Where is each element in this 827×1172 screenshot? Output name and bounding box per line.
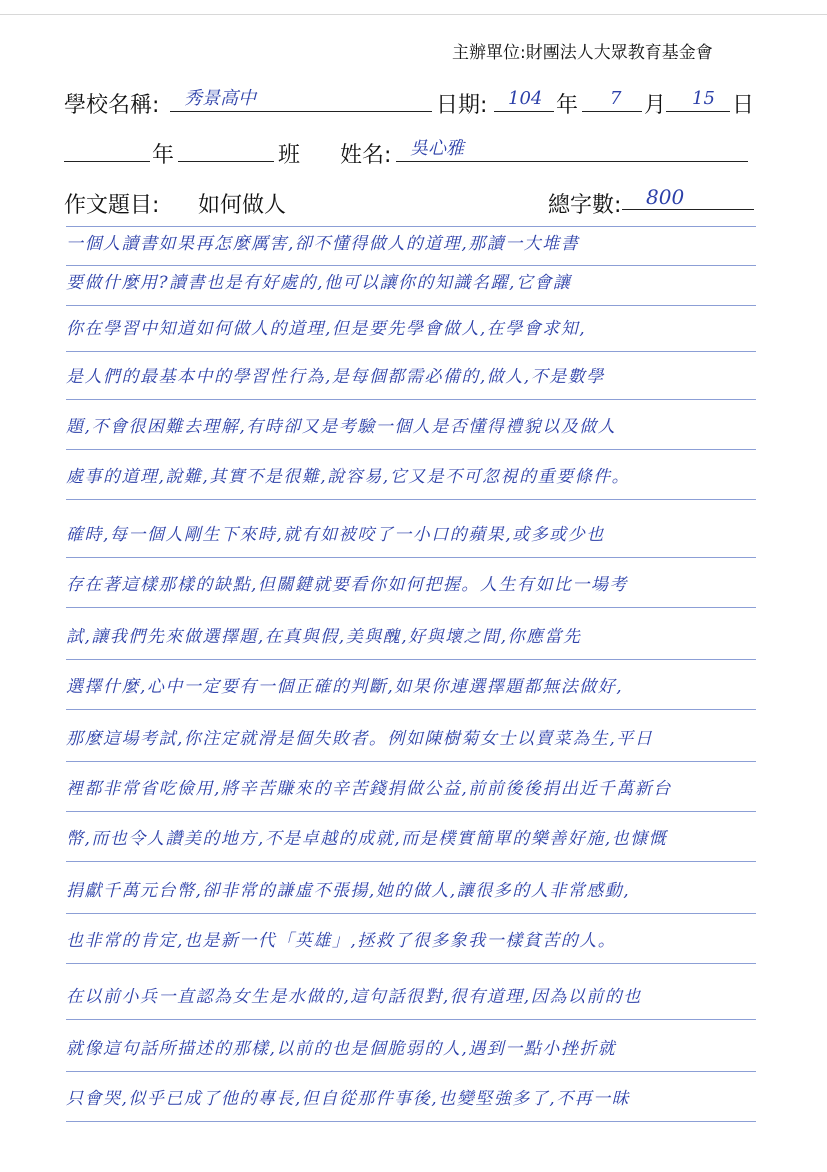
date-day-field[interactable]: 15 bbox=[666, 86, 730, 112]
essay-line: 要做什麼用?讀書也是有好處的,他可以讓你的知識名躍,它會讓 bbox=[66, 266, 756, 306]
wordcount-label: 總字數: bbox=[548, 193, 622, 218]
essay-line: 只會哭,似乎已成了他的專長,但自從那件事後,也變堅強多了,不再一昧 bbox=[66, 1082, 756, 1122]
essay-line: 那麼這場考試,你注定就滑是個失敗者。例如陳樹菊女士以賣菜為生,平日 bbox=[66, 722, 756, 762]
grade-field[interactable] bbox=[64, 136, 150, 162]
date-year-field[interactable]: 104 bbox=[494, 86, 554, 112]
essay-line: 題,不會很困難去理解,有時卻又是考驗一個人是否懂得禮貌以及做人 bbox=[66, 410, 756, 450]
wordcount-field[interactable]: 800 bbox=[622, 184, 754, 210]
essay-line: 也非常的肯定,也是新一代「英雄」,拯救了很多象我一樣貧苦的人。 bbox=[66, 924, 756, 964]
essay-line: 試,讓我們先來做選擇題,在真與假,美與醜,好與壞之間,你應當先 bbox=[66, 620, 756, 660]
essay-line: 選擇什麼,心中一定要有一個正確的判斷,如果你連選擇題都無法做好, bbox=[66, 670, 756, 710]
page-bottom-margin bbox=[0, 1150, 827, 1172]
topic-label: 作文題目: bbox=[64, 193, 160, 218]
month-label: 月 bbox=[644, 93, 667, 118]
essay-line: 裡都非常省吃儉用,將辛苦賺來的辛苦錢捐做公益,前前後後捐出近千萬新台 bbox=[66, 772, 756, 812]
grade-label: 年 bbox=[152, 143, 175, 168]
name-label: 姓名: bbox=[340, 143, 392, 168]
class-field[interactable] bbox=[178, 136, 274, 162]
topic-value: 如何做人 bbox=[198, 193, 287, 218]
date-month-field[interactable]: 7 bbox=[582, 86, 642, 112]
essay-line: 一個人讀書如果再怎麼厲害,卻不懂得做人的道理,那讀一大堆書 bbox=[66, 226, 756, 266]
essay-line: 幣,而也令人讚美的地方,不是卓越的成就,而是樸實簡單的樂善好施,也慷慨 bbox=[66, 822, 756, 862]
essay-line: 處事的道理,說難,其實不是很難,說容易,它又是不可忽視的重要條件。 bbox=[66, 460, 756, 500]
essay-line: 確時,每一個人剛生下來時,就有如被咬了一小口的蘋果,或多或少也 bbox=[66, 518, 756, 558]
class-label: 班 bbox=[278, 143, 301, 168]
essay-line: 是人們的最基本中的學習性行為,是每個都需必備的,做人,不是數學 bbox=[66, 360, 756, 400]
sponsor-text: 主辦單位:財團法人大眾教育基金會 bbox=[452, 43, 713, 63]
date-label: 日期: bbox=[436, 93, 488, 118]
essay-line: 存在著這樣那樣的缺點,但關鍵就要看你如何把握。人生有如比一場考 bbox=[66, 568, 756, 608]
essay-line: 在以前小兵一直認為女生是水做的,這句話很對,很有道理,因為以前的也 bbox=[66, 980, 756, 1020]
day-label: 日 bbox=[732, 93, 755, 118]
year-label: 年 bbox=[556, 93, 579, 118]
essay-line: 就像這句話所描述的那樣,以前的也是個脆弱的人,遇到一點小挫折就 bbox=[66, 1032, 756, 1072]
scan-top-edge bbox=[0, 0, 827, 15]
essay-line: 捐獻千萬元台幣,卻非常的謙虛不張揚,她的做人,讓很多的人非常感動, bbox=[66, 874, 756, 914]
school-label: 學校名稱: bbox=[64, 93, 160, 118]
essay-line: 你在學習中知道如何做人的道理,但是要先學會做人,在學會求知, bbox=[66, 312, 756, 352]
name-field[interactable]: 吳心雅 bbox=[396, 136, 748, 162]
school-field[interactable]: 秀景高中 bbox=[170, 86, 432, 112]
